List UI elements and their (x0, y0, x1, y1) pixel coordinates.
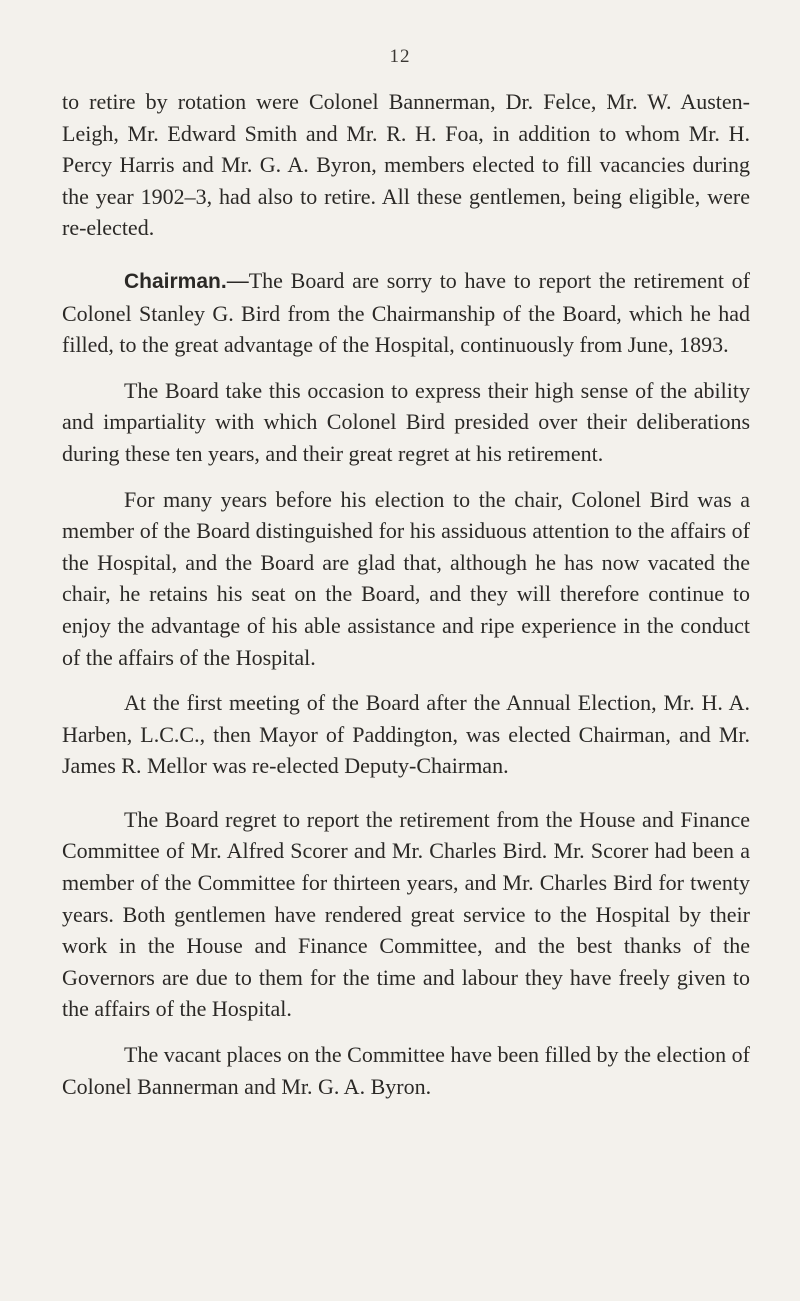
heading-dash: — (226, 267, 249, 293)
paragraph-chairman (62, 265, 750, 361)
page-number: 12 (389, 46, 411, 67)
paragraph-vacant-places: The vacant places on the Committee have been filled by the election of Colonel Bannerman and Mr. G. A. Byron. (62, 1042, 750, 1099)
paragraph-chairman-text: The Board are sorry to have to report the retirement of Colonel Stanley G. Bird from the Chairmanship of the Board, which he had filled, to the great advantage of the Hospital, continuously from June, 1893. (62, 267, 750, 358)
paragraph-retiring-members: to retire by rotation were Colonel Bannerman, Dr. Felce, Mr. W. Austen-Leigh, Mr. Edward Smith and Mr. R. H. Foa, in addition to whom Mr. H. Percy Harris and Mr. G. A. Byron, members elected to fill vacancies during the year 1902–3, had also to retire. All these gentlemen, being eligible, were re-elected. (62, 89, 750, 241)
paragraph-committee-retirement: The Board regret to report the retirement from the House and Finance Committee of Mr. Alfred Scorer and Mr. Charles Bird. Mr. Scorer had been a member of the Committee for thirteen years, and Mr. Charles Bird for twenty years. Both gentlemen have rendered great service to the Hospital by their work in the House and Finance Committee, and the best thanks of the Governors are due to them for the time and labour they have freely given to the affairs of the Hospital. (62, 806, 750, 1022)
section-heading-chairman: Chairman. (124, 269, 227, 293)
paragraph-colonel-bird: For many years before his election to the chair, Colonel Bird was a member of the Board distinguished for his assiduous attention to the affairs of the Hospital, and the Board are glad that, although he has now vacated the chair, he retains his seat on the Board, and they will therefore continue to enjoy the advantage of his able assistance and ripe experience in the conduct of the affairs of the Hospital. (62, 486, 750, 670)
paragraph-election: At the first meeting of the Board after the Annual Election, Mr. H. A. Harben, L.C.C., then Mayor of Paddington, was elected Chairman, and Mr. James R. Mellor was re-elected Deputy-Chairman. (62, 690, 750, 779)
paragraph-board-thanks: The Board take this occasion to express their high sense of the ability and impartiality with which Colonel Bird presided over their deliberations during these ten years, and their great regret at his retirement. (62, 377, 750, 466)
document-body (62, 86, 750, 1102)
